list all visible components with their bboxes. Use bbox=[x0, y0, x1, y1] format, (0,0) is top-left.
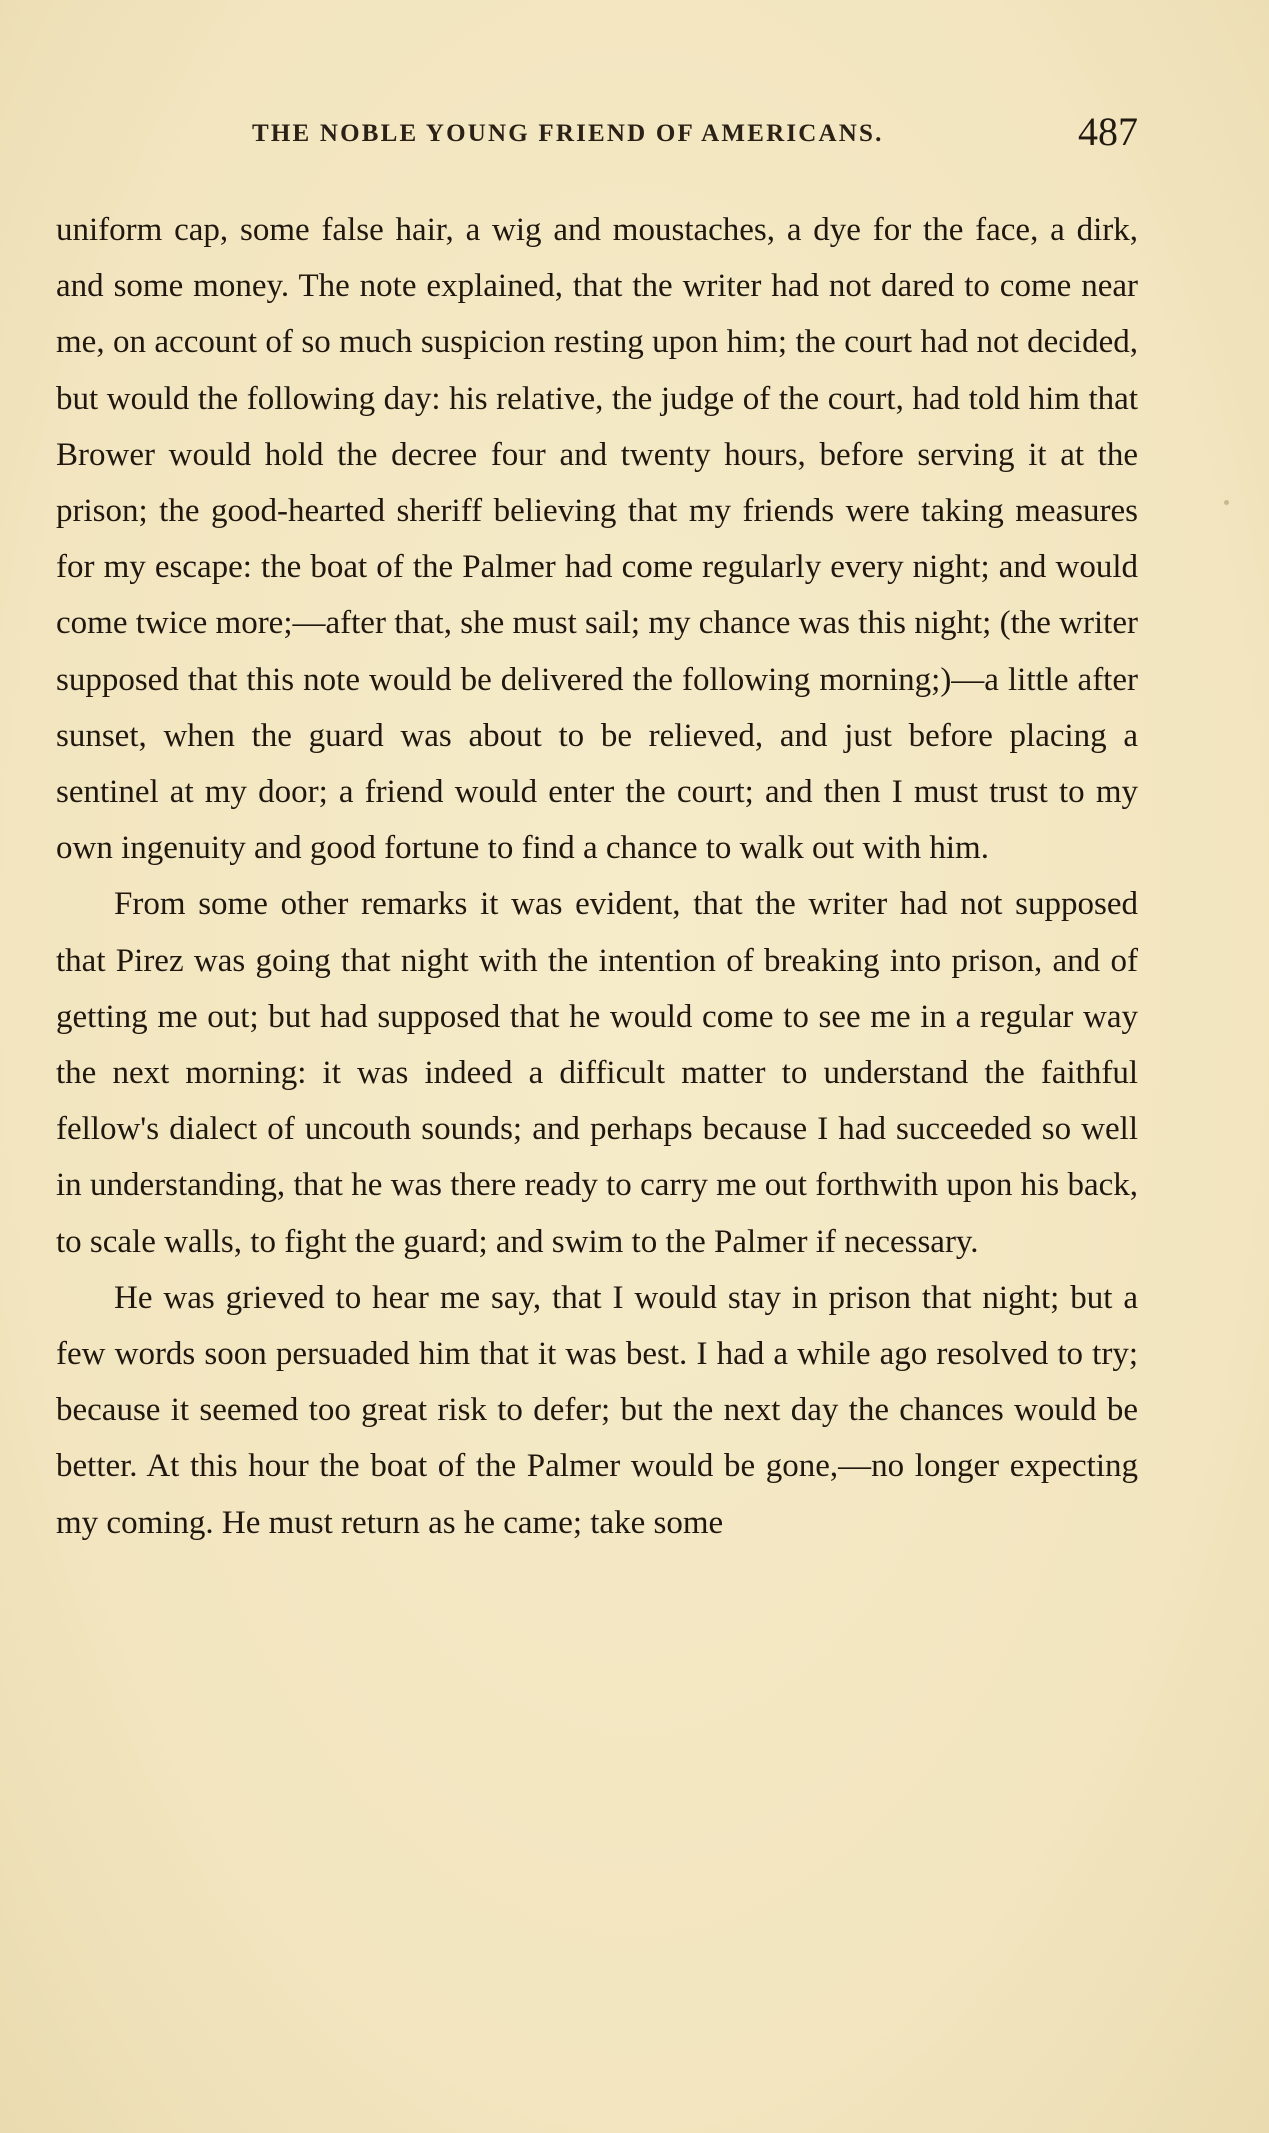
paragraph: From some other remarks it was evident, that the writer had not supposed that Pirez was going that night with the intention of breaking into prison, and of getting me out; but had supposed that he would come to see me in a regular way the next morning: it was indeed a difficult matter to understand the faithful fellow's dialect of uncouth sounds; and perhaps because I had succeeded so well in understanding, that he was there ready to carry me out forthwith upon his back, to scale walls, to fight the guard; and swim to the Palmer if necessary. bbox=[56, 886, 1138, 1260]
body-text bbox=[56, 202, 1138, 1551]
paragraph: He was grieved to hear me say, that I would stay in prison that night; but a few words soon persuaded him that it was best. I had a while ago resolved to try; because it seemed too great risk to defer; but the next day the chances would be better. At this hour the boat of the Palmer would be gone,—no longer expecting my coming. He must return as he came; take some bbox=[56, 1279, 1138, 1541]
running-head bbox=[56, 108, 1138, 158]
running-title: THE NOBLE YOUNG FRIEND OF AMERICANS. bbox=[252, 120, 884, 147]
paper-speck bbox=[1224, 500, 1229, 505]
page-number: 487 bbox=[1078, 109, 1138, 154]
paragraph: uniform cap, some false hair, a wig and moustaches, a dye for the face, a dirk, and some money. The note explained, that the writer had not dared to come near me, on account of so much suspicion resting upon him; the court had not decided, but would the following day: his relative, the judge of the court, had told him that Brower would hold the decree four and twenty hours, before serving it at the prison; the good-hearted sheriff believing that my friends were taking measures for my escape: the boat of the Palmer had come regularly every night; and would come twice more;—after that, she must sail; my chance was this night; (the writer supposed that this note would be delivered the following morning;)—a little after sunset, when the guard was about to be relieved, and just before placing a sentinel at my door; a friend would enter the court; and then I must trust to my own ingenuity and good fortune to find a chance to walk out with him. bbox=[56, 212, 1138, 867]
